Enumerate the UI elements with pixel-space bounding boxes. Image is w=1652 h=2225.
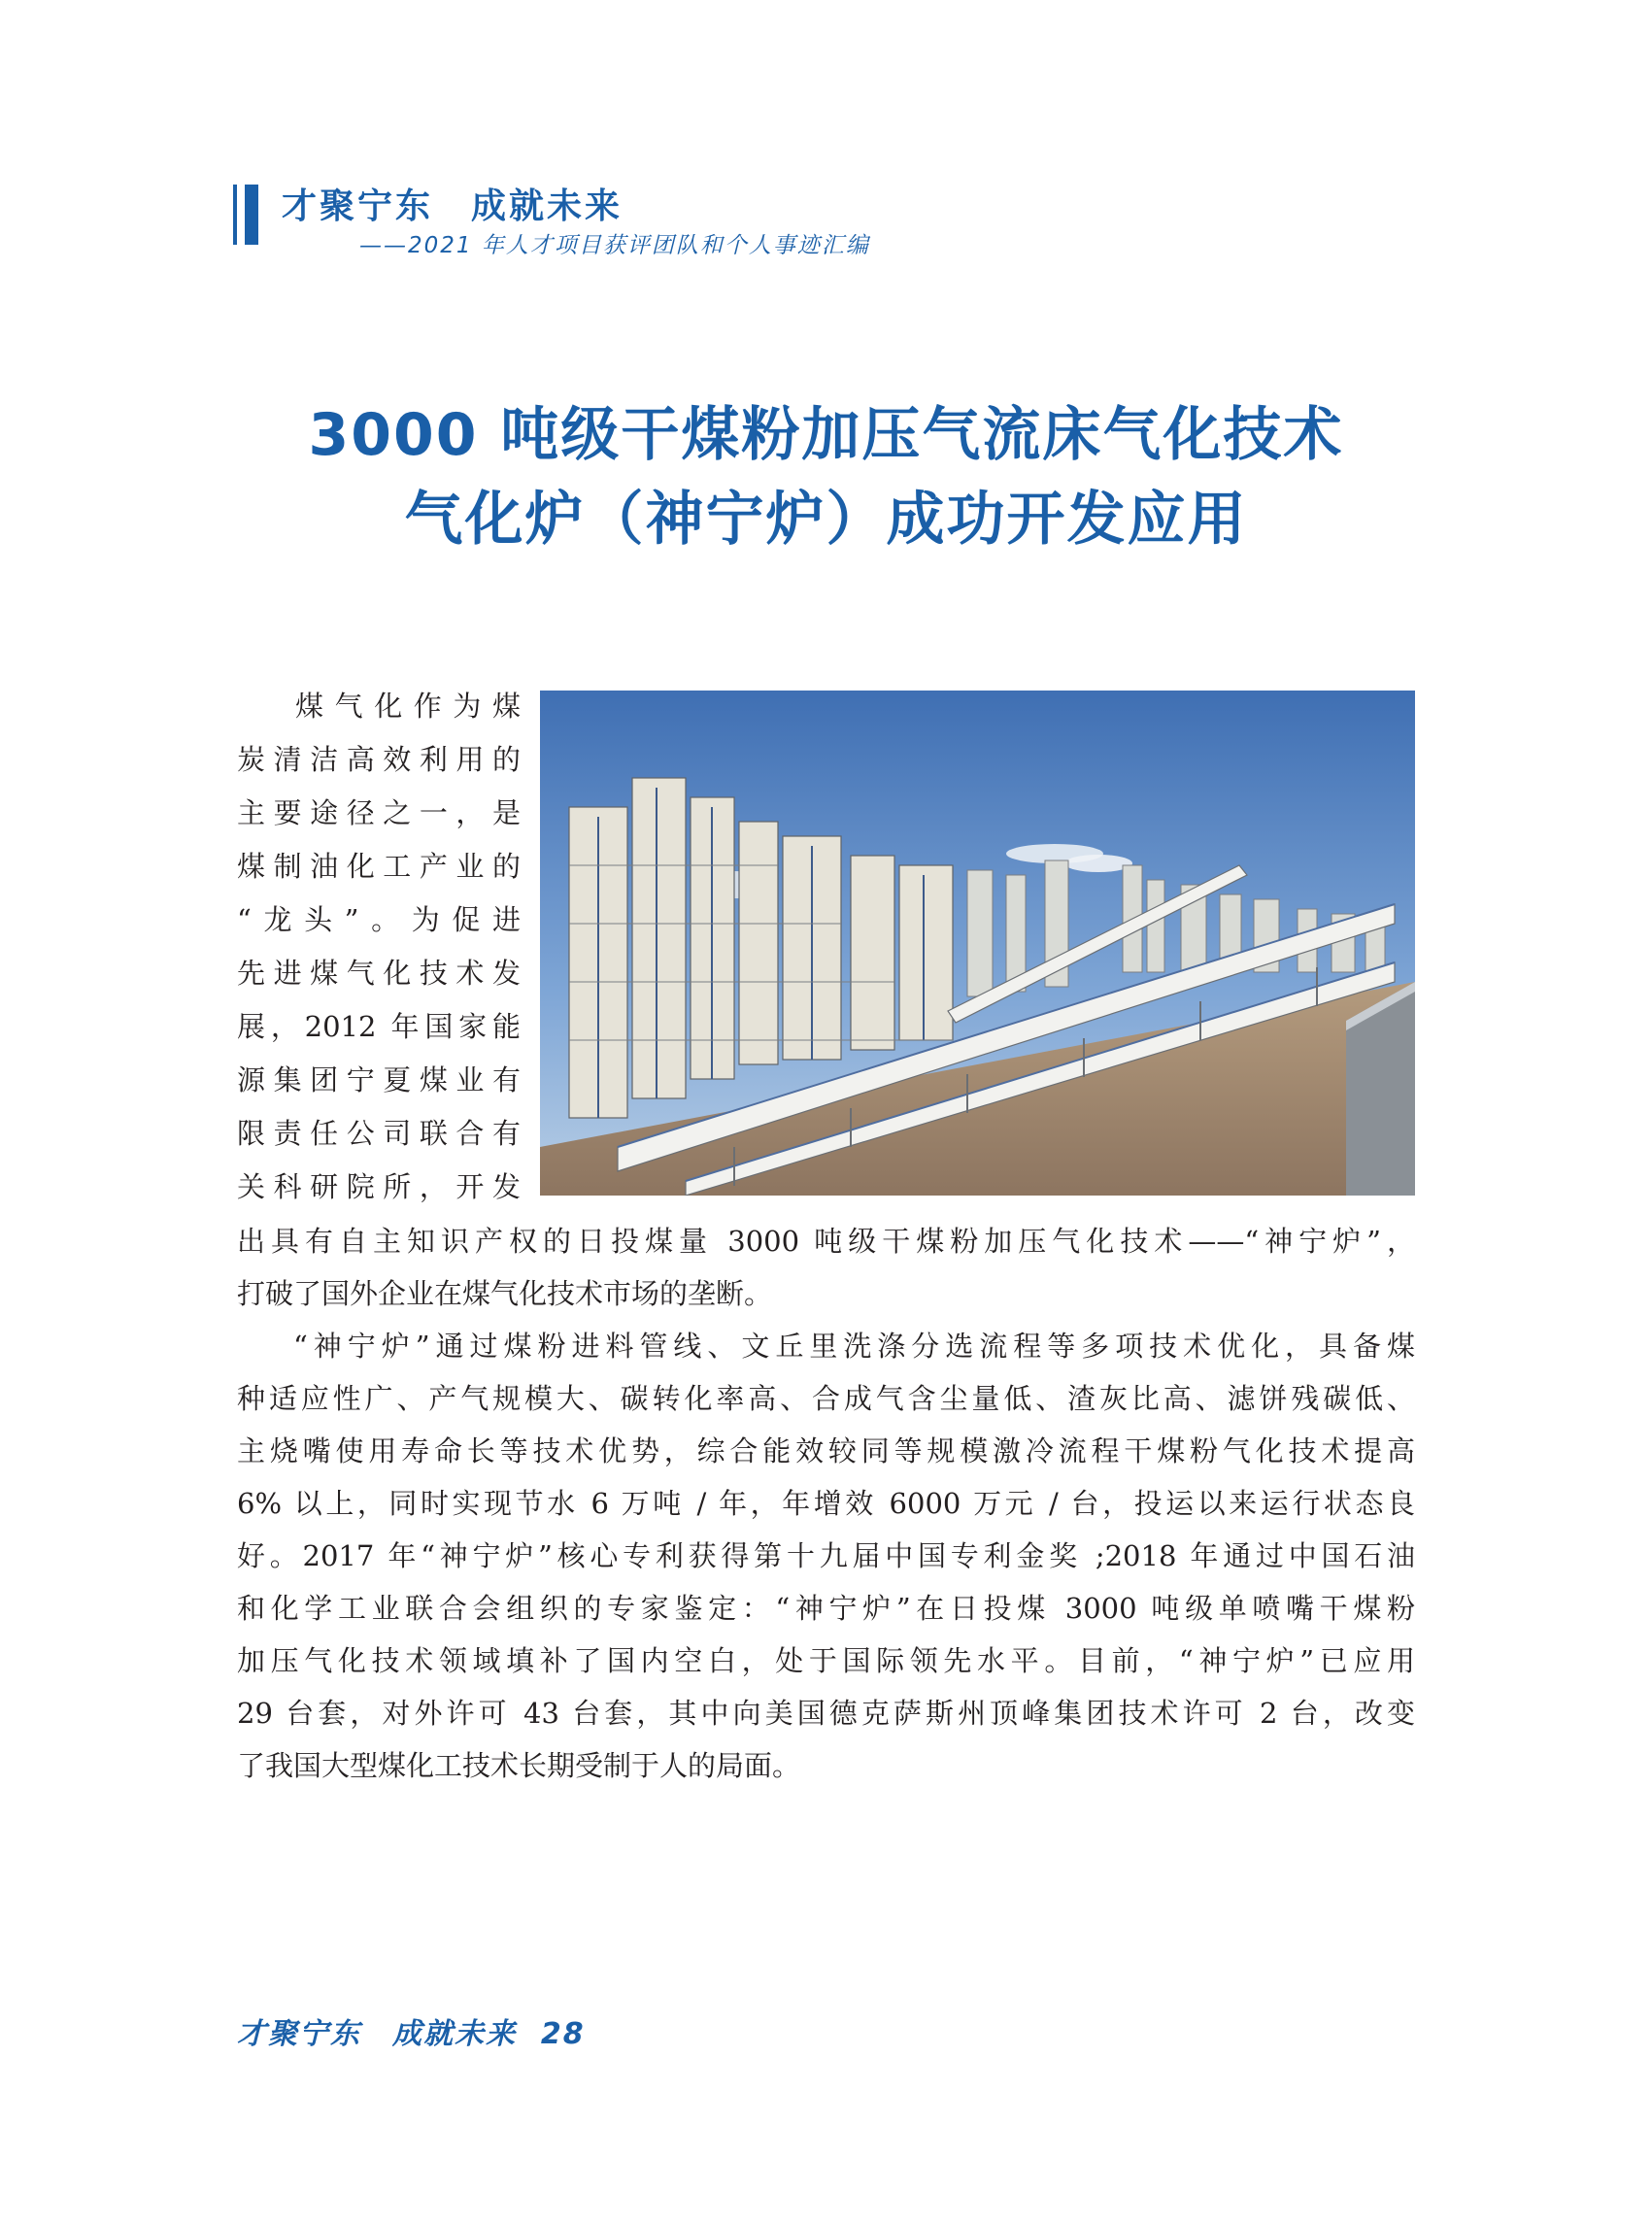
footer-text: 才聚宁东 成就未来 <box>237 2017 517 2051</box>
body-line: 加压气化技术领域填补了国内空白，处于国际领先水平。目前，“神宁炉”已应用 <box>237 1644 1415 1677</box>
wrap-line: 主要途径之一，是 <box>237 796 521 829</box>
article-body <box>237 1215 1415 1792</box>
wrap-line: 关科研院所，开发 <box>237 1170 521 1203</box>
wrap-line: 煤制油化工产业的 <box>237 850 521 883</box>
wrap-line: 展，2012 年国家能 <box>237 1010 521 1043</box>
article-title-line-1: 3000 吨级干煤粉加压气流床气化技术 <box>308 401 1344 469</box>
body-line: 好。2017 年“神宁炉”核心专利获得第十九届中国专利金奖 ;2018 年通过中国石油 <box>237 1539 1415 1572</box>
wrapped-text-column <box>237 680 521 1214</box>
wrap-line: 源集团宁夏煤业有 <box>237 1063 521 1096</box>
page-footer <box>237 2009 586 2052</box>
header-rule <box>245 185 258 245</box>
body-line: “神宁炉”通过煤粉进料管线、文丘里洗涤分选流程等多项技术优化，具备煤 <box>293 1330 1415 1363</box>
body-line: 了我国大型煤化工技术长期受制于人的局面。 <box>237 1749 801 1782</box>
body-line: 种适应性广、产气规模大、碳转化率高、合成气含尘量低、渣灰比高、滤饼残碳低、 <box>237 1382 1415 1415</box>
wrap-line: 煤气化作为煤 <box>295 690 521 723</box>
wrap-line: “龙头”。为促进 <box>237 903 521 936</box>
running-header-title: 才聚宁东 成就未来 <box>282 186 624 226</box>
running-header-subtitle: ——2021 年人才项目获评团队和个人事迹汇编 <box>359 233 870 258</box>
header-rule-thin <box>233 185 237 245</box>
article-title-line-2: 气化炉（神宁炉）成功开发应用 <box>404 486 1248 554</box>
body-line: 和化学工业联合会组织的专家鉴定：“神宁炉”在日投煤 3000 吨级单喷嘴干煤粉 <box>237 1592 1415 1625</box>
industrial-plant-photo <box>540 691 1415 1196</box>
body-line: 打破了国外企业在煤气化技术市场的垄断。 <box>237 1277 773 1310</box>
wrap-line: 限责任公司联合有 <box>237 1117 521 1150</box>
body-line: 29 台套，对外许可 43 台套，其中向美国德克萨斯州顶峰集团技术许可 2 台，改变 <box>237 1697 1415 1730</box>
body-line: 6% 以上，同时实现节水 6 万吨 / 年，年增效 6000 万元 / 台，投运以来运行状态良 <box>237 1487 1415 1520</box>
page-number: 28 <box>540 2017 586 2051</box>
body-line: 主烧嘴使用寿命长等技术优势，综合能效较同等规模激冷流程干煤粉气化技术提高 <box>237 1434 1415 1467</box>
wrap-line: 炭清洁高效利用的 <box>237 743 521 776</box>
wrap-line: 先进煤气化技术发 <box>237 957 521 990</box>
body-line: 出具有自主知识产权的日投煤量 3000 吨级干煤粉加压气化技术——“神宁炉”， <box>237 1225 1415 1258</box>
